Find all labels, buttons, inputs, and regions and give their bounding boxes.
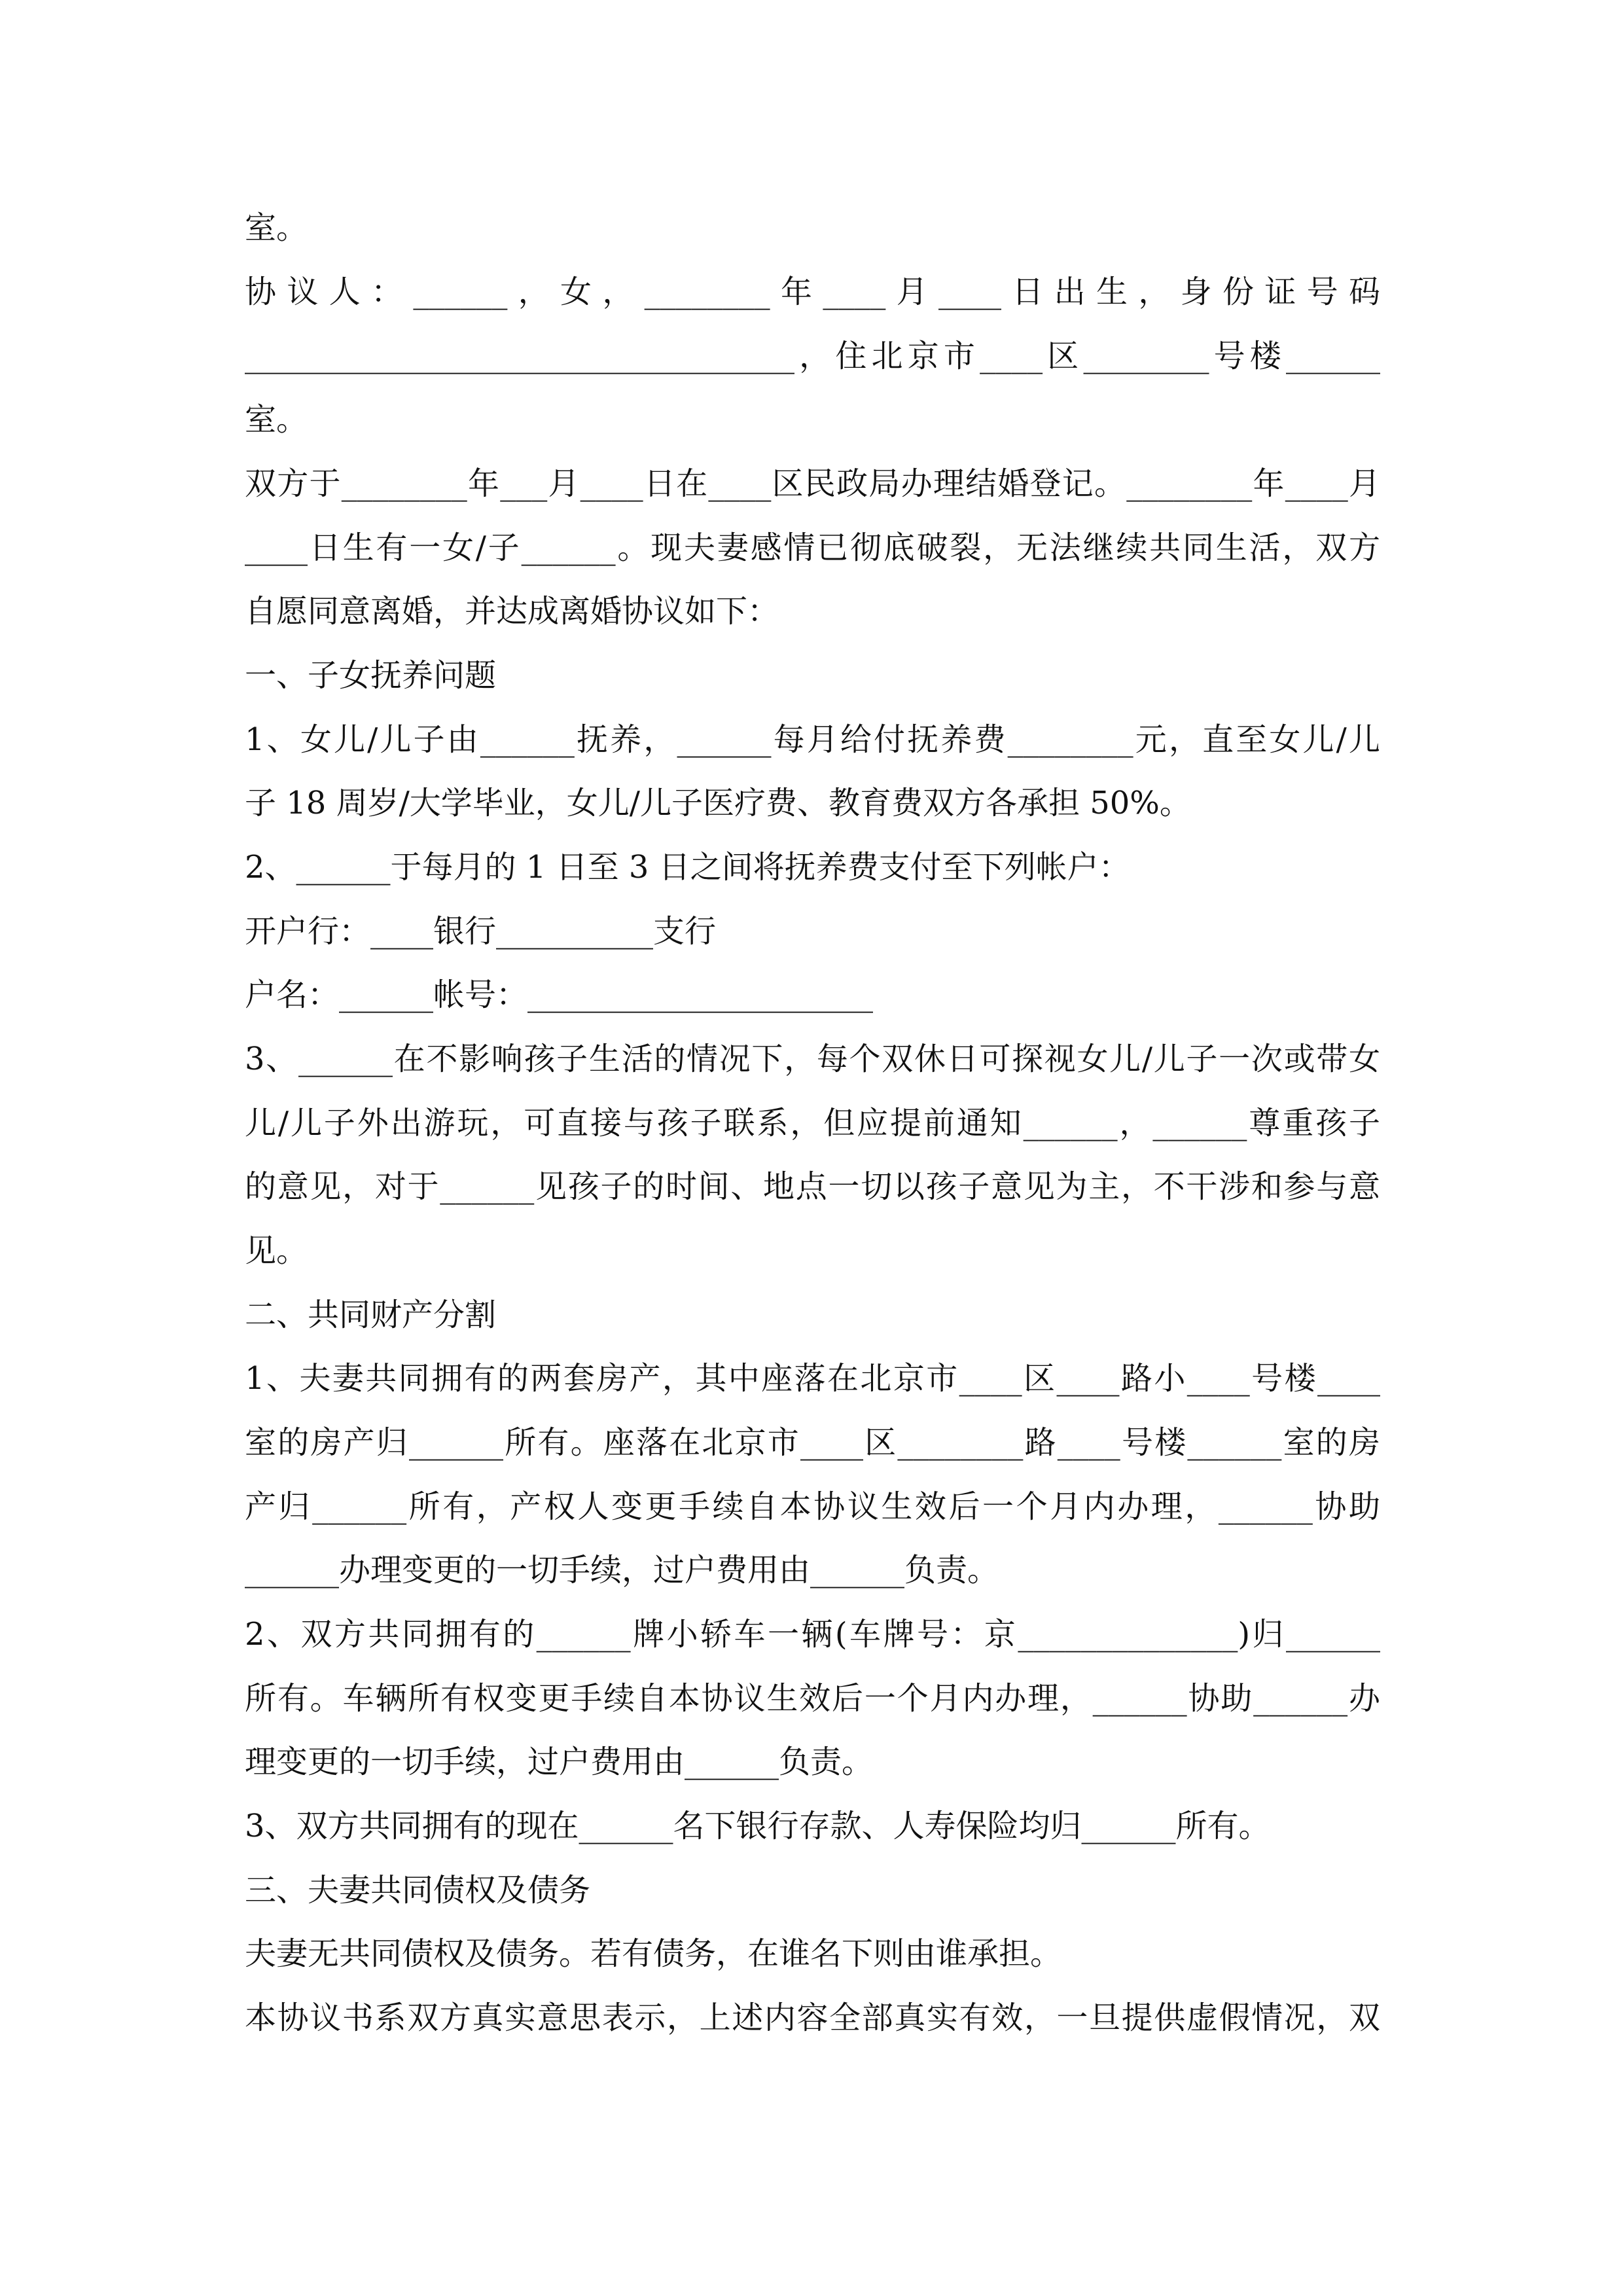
text-line: 自愿同意离婚，并达成离婚协议如下：	[245, 593, 779, 630]
text-line: 2、______于每月的 1 日至 3 日之间将抚养费支付至下列帐户：	[245, 849, 1130, 886]
text-line: 的意见，对于______见孩子的时间、地点一切以孩子意见为主，不干涉和参与意	[245, 1168, 1380, 1205]
text-line: 夫妻无共同债权及债务。若有债务，在谁名下则由谁承担。	[245, 1935, 1062, 1972]
section-heading: 二、共同财产分割	[245, 1297, 497, 1333]
text-line: 1、夫妻共同拥有的两套房产，其中座落在北京市____区____路小____号楼____	[245, 1360, 1380, 1397]
text-line: 室的房产归______所有。座落在北京市____区________路____号楼______室的房	[245, 1424, 1380, 1461]
text-line: 户名：______帐号：______________________	[245, 977, 874, 1013]
text-line: 开户行：____银行__________支行	[245, 913, 717, 950]
text-line: 理变更的一切手续，过户费用由______负责。	[245, 1744, 874, 1780]
text-line: 本协议书系双方真实意思表示，上述内容全部真实有效，一旦提供虚假情况，双	[245, 2000, 1380, 2036]
text-line: ____日生有一女/子______。现夫妻感情已彻底破裂，无法继续共同生活，双方	[245, 529, 1380, 566]
text-line: ___________________________________，住北京市____区________号楼______	[245, 338, 1380, 374]
text-line: 3、双方共同拥有的现在______名下银行存款、人寿保险均归______所有。	[245, 1808, 1270, 1844]
text-line: 1、女儿/儿子由______抚养，______每月给付抚养费________元，直至女儿/儿	[245, 721, 1380, 758]
text-line: 室。	[245, 401, 308, 438]
text-line: 子 18 周岁/大学毕业，女儿/儿子医疗费、教育费双方各承担 50%。	[245, 785, 1191, 821]
text-line: 2、双方共同拥有的______牌小轿车一辆(车牌号：京______________)归______	[245, 1616, 1380, 1653]
text-line: 室。	[245, 209, 308, 246]
text-line: 见。	[245, 1232, 308, 1269]
section-heading: 三、夫妻共同债权及债务	[245, 1872, 591, 1909]
text-line: 儿/儿子外出游玩，可直接与孩子联系，但应提前通知______，______尊重孩子	[245, 1105, 1380, 1141]
text-line: 3、______在不影响孩子生活的情况下，每个双休日可探视女儿/儿子一次或带女	[245, 1041, 1380, 1077]
text-line: 所有。车辆所有权变更手续自本协议生效后一个月内办理，______协助______办	[245, 1680, 1380, 1717]
section-heading: 一、子女抚养问题	[245, 657, 497, 694]
text-line: ______办理变更的一切手续，过户费用由______负责。	[245, 1552, 999, 1588]
text-line: 协议人：______，女，________年____月____日出生，身份证号码	[245, 274, 1380, 310]
text-line: 双方于________年___月____日在____区民政局办理结婚登记。________年____月	[245, 465, 1380, 502]
text-line: 产归______所有，产权人变更手续自本协议生效后一个月内办理，______协助	[245, 1488, 1380, 1525]
